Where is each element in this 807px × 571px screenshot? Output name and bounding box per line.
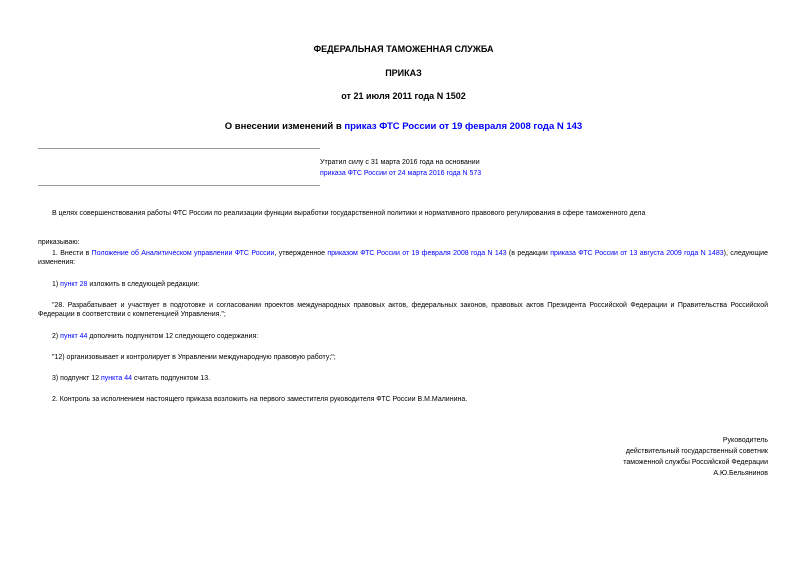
title-prefix: О внесении изменений в (224, 121, 345, 132)
item1-text-4: ), следующие изменения: (38, 250, 768, 266)
subitem3-prefix: 3) подпункт 12 (52, 375, 101, 382)
document-title (0, 121, 807, 133)
item1-text-1: 1. Внести в (52, 250, 92, 257)
subitem1-suffix: изложить в следующей редакции: (87, 281, 200, 288)
status-note (320, 158, 620, 178)
quote-point-28: "28. Разрабатывает и участвует в подготовке и согласовании проектов международных правовых актов, федеральных законов, правовых актов Президента Российской Федерации и Правительства Российской Федерации в соответствии с компетенцией Управления."; (38, 302, 768, 318)
order-word: приказываю: (38, 239, 80, 246)
order-1483-link[interactable]: приказа ФТС России от 13 августа 2009 года N 1483 (550, 250, 724, 257)
item-1 (38, 249, 768, 267)
subitem2-suffix: дополнить подпунктом 12 следующего содержания: (87, 333, 259, 340)
subitem-3 (52, 374, 210, 383)
signature-block (560, 436, 768, 478)
subitem-1 (52, 280, 199, 289)
signature-name: А.Ю.Бельянинов (713, 470, 768, 477)
agency-name: ФЕДЕРАЛЬНАЯ ТАМОЖЕННАЯ СЛУЖБА (313, 44, 494, 54)
title-link[interactable]: приказ ФТС России от 19 февраля 2008 года N 143 (344, 121, 583, 132)
item-2: 2. Контроль за исполнением настоящего приказа возложить на первого заместителя руководителя ФТС России В.М.Малинина. (52, 396, 468, 403)
divider-bottom (38, 185, 320, 186)
document-date: от 21 июля 2011 года N 1502 (341, 91, 466, 101)
repeal-order-link[interactable]: приказа ФТС России от 24 марта 2016 года N 573 (320, 170, 482, 177)
signature-rank: действительный государственный советник (625, 448, 768, 455)
signature-position: Руководитель (722, 437, 768, 444)
subitem1-prefix: 1) (52, 281, 61, 288)
divider-top (38, 148, 320, 149)
point-44-link[interactable]: пункт 44 (60, 333, 88, 340)
subitem3-suffix: считать подпунктом 13. (132, 375, 211, 382)
status-note-text: Утратил силу с 31 марта 2016 года на основании (320, 159, 480, 166)
subitem2-prefix: 2) (52, 333, 61, 340)
signature-service: таможенной службы Российской Федерации (623, 459, 768, 466)
quote-subpoint-12: "12) организовывает и контролирует в Управлении международную правовую работу;"; (52, 354, 336, 361)
point-44-ref-link[interactable]: пункта 44 (100, 375, 133, 382)
order-143-link[interactable]: приказом ФТС России от 19 февраля 2008 года N 143 (327, 250, 507, 257)
document-type: ПРИКАЗ (385, 68, 422, 78)
item1-text-2: , утвержденное (274, 250, 328, 257)
preamble: В целях совершенствования работы ФТС России по реализации функции выработки государственной политики и нормативного правового регулирования в сфере таможенного дела (52, 210, 646, 217)
subitem-2 (52, 332, 258, 341)
regulation-link[interactable]: Положение об Аналитическом управлении ФТС России (91, 250, 275, 257)
item1-text-3: (в редакции (506, 250, 551, 257)
point-28-link[interactable]: пункт 28 (60, 281, 88, 288)
